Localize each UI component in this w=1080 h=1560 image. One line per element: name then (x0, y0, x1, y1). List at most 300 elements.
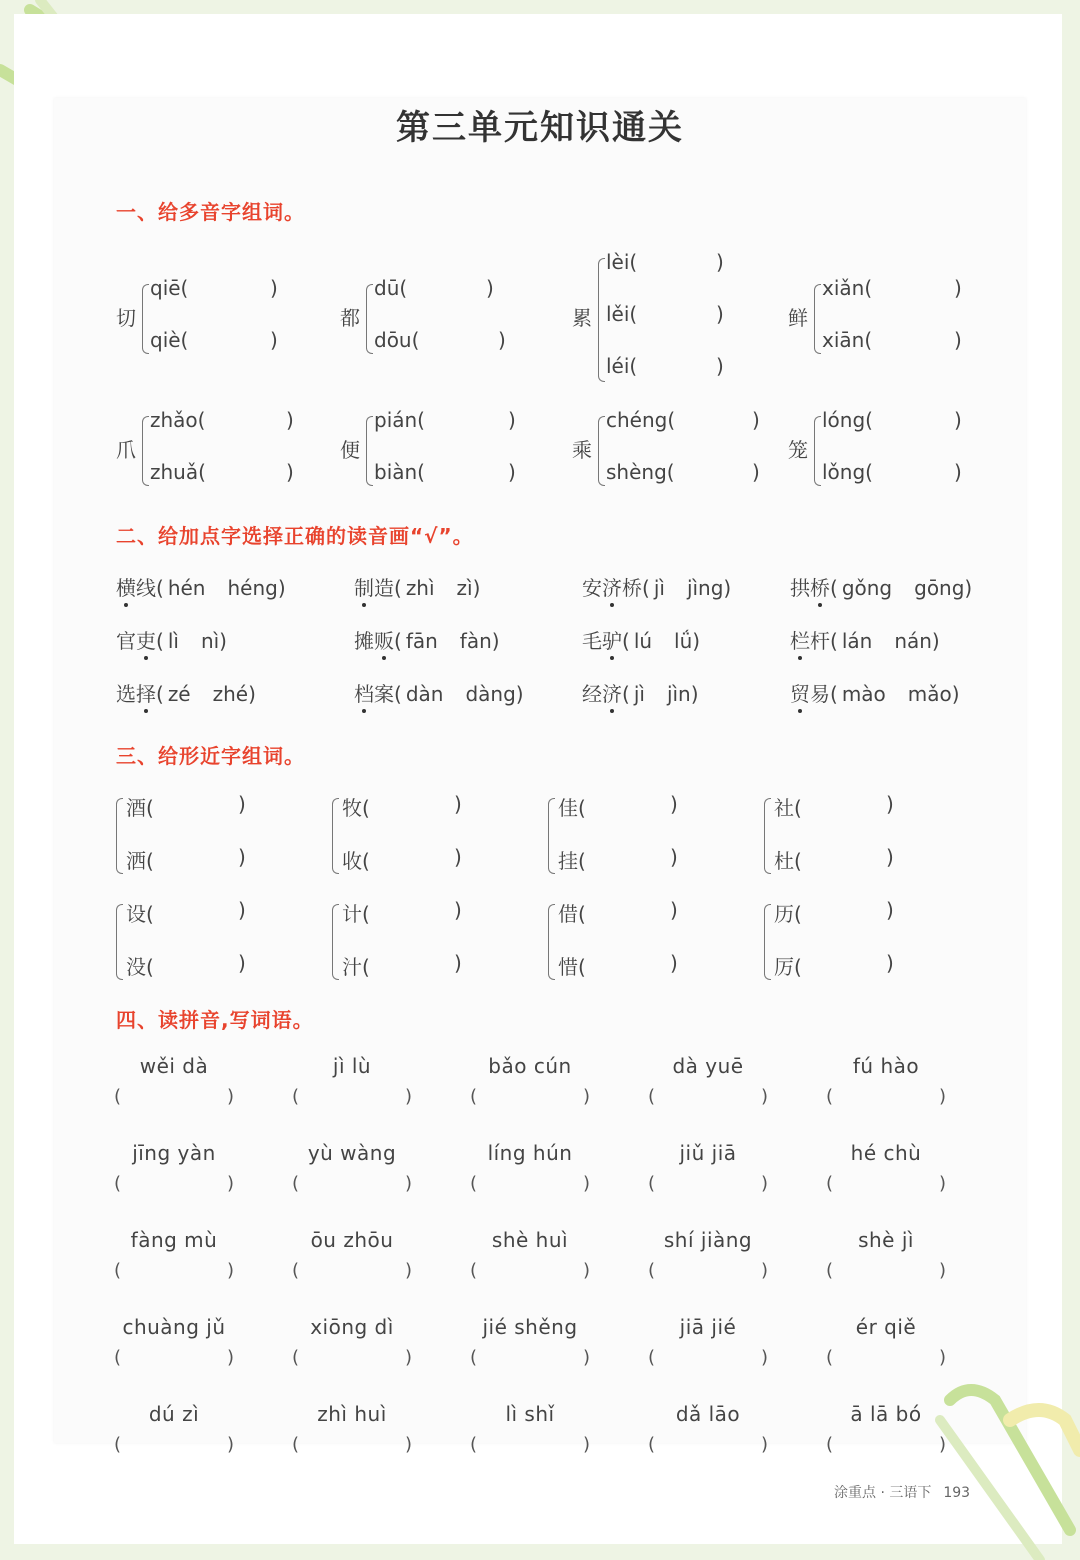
option-2[interactable]: zhé) (212, 682, 256, 706)
close-paren: ) (886, 951, 894, 975)
answer-blank[interactable] (826, 1260, 946, 1284)
answer-blank[interactable] (648, 1347, 768, 1371)
pinyin: biàn( (374, 460, 425, 484)
pinyin: zhuǎ( (150, 460, 206, 484)
dotted-char: 贸 (790, 678, 810, 707)
pronunciation-item (582, 572, 731, 601)
pinyin-text: shè jì (858, 1228, 914, 1252)
option-1[interactable]: dàn (405, 682, 444, 706)
similar-char-group (764, 792, 904, 882)
answer-blank[interactable] (292, 1086, 412, 1110)
close-paren: ) (716, 302, 724, 326)
close-paren: ) (938, 1086, 946, 1107)
reading-row (606, 302, 724, 326)
char-row (774, 951, 894, 980)
pinyin: pián( (374, 408, 425, 432)
pinyin-text: jiǔ jiā (679, 1141, 737, 1165)
pinyin-word (114, 1141, 234, 1197)
close-paren: ) (670, 898, 678, 922)
char-row (558, 951, 678, 980)
word-suffix: 桥( (622, 576, 650, 600)
pinyin-text: xiōng dì (310, 1315, 394, 1339)
section-2-title: 二、给加点字选择正确的读音画“√”。 (116, 524, 474, 548)
open-paren: ( (648, 1260, 656, 1281)
char-prompt: 佳( (558, 796, 586, 820)
pinyin-word (470, 1402, 590, 1458)
polyphone-char: 笼 (788, 438, 808, 462)
polyphone-char: 切 (116, 306, 136, 330)
pinyin-text: wěi dà (139, 1054, 209, 1078)
answer-blank[interactable] (114, 1347, 234, 1371)
pronunciation-item (354, 678, 524, 707)
close-paren: ) (454, 898, 462, 922)
option-2[interactable]: lǘ) (674, 629, 701, 653)
brace (764, 798, 771, 874)
similar-char-group (764, 898, 904, 988)
option-1[interactable]: lú (633, 629, 653, 653)
char-row (774, 845, 894, 874)
similar-char-group (332, 792, 472, 882)
section-4-title: 四、读拼音,写词语。 (116, 1008, 314, 1032)
close-paren: ) (938, 1347, 946, 1368)
answer-blank[interactable] (470, 1086, 590, 1110)
pinyin-word (292, 1228, 412, 1284)
pinyin-text: jīng yàn (132, 1141, 216, 1165)
pronunciation-item (116, 678, 256, 707)
pinyin-text: bǎo cún (488, 1054, 572, 1078)
answer-blank[interactable] (826, 1347, 946, 1371)
char-prompt: 汁( (342, 955, 370, 979)
char-row (774, 792, 894, 821)
answer-blank[interactable] (292, 1347, 412, 1371)
close-paren: ) (404, 1260, 412, 1281)
answer-blank[interactable] (470, 1260, 590, 1284)
open-paren: ( (648, 1086, 656, 1107)
pinyin-text: dà yuē (672, 1054, 744, 1078)
close-paren: ) (760, 1086, 768, 1107)
word-suffix: 造( (374, 576, 402, 600)
footer-text: 涂重点 · 三语下 (834, 1485, 932, 1501)
close-paren: ) (760, 1173, 768, 1194)
open-paren: ( (292, 1173, 300, 1194)
char-prompt: 厉( (774, 955, 802, 979)
pronunciation-item (790, 572, 972, 601)
close-paren: ) (226, 1260, 234, 1281)
open-paren: ( (292, 1260, 300, 1281)
char-prompt: 杜( (774, 849, 802, 873)
dotted-char: 吏 (136, 625, 156, 654)
pinyin-word (292, 1141, 412, 1197)
reading-row (150, 328, 278, 352)
dotted-char: 济 (602, 678, 622, 707)
similar-char-group (116, 792, 256, 882)
close-paren: ) (954, 408, 962, 432)
pinyin-text: shè huì (491, 1228, 569, 1252)
open-paren: ( (292, 1434, 300, 1455)
pinyin-word (826, 1402, 946, 1458)
close-paren: ) (226, 1086, 234, 1107)
answer-blank[interactable] (114, 1086, 234, 1110)
close-paren: ) (582, 1347, 590, 1368)
pinyin: zhǎo( (150, 408, 206, 432)
close-paren: ) (226, 1434, 234, 1455)
answer-blank[interactable] (292, 1434, 412, 1458)
page-number: 193 (943, 1485, 971, 1501)
char-prompt: 计( (342, 902, 370, 926)
open-paren: ( (648, 1434, 656, 1455)
pinyin-text: yù wàng (307, 1141, 397, 1165)
polyphone-char: 都 (340, 306, 360, 330)
pronunciation-item (790, 625, 940, 654)
answer-blank[interactable] (648, 1434, 768, 1458)
brace (366, 416, 373, 486)
pinyin-text: hé chù (850, 1141, 922, 1165)
similar-char-group (332, 898, 472, 988)
dotted-char: 桥 (810, 572, 830, 601)
pinyin: dōu( (374, 328, 420, 352)
reading-row (606, 460, 760, 484)
dotted-char: 制 (354, 572, 374, 601)
close-paren: ) (404, 1173, 412, 1194)
page-title: 第三单元知识通关 (396, 108, 684, 148)
reading-row (822, 276, 962, 300)
word-suffix: ( (156, 629, 164, 653)
char-row (558, 898, 678, 927)
close-paren: ) (270, 328, 278, 352)
option-1[interactable]: jì (653, 576, 665, 600)
answer-blank[interactable] (292, 1260, 412, 1284)
close-paren: ) (752, 460, 760, 484)
word-prefix: 拱 (790, 576, 810, 600)
open-paren: ( (826, 1173, 834, 1194)
brace (116, 798, 123, 874)
pinyin-word (648, 1402, 768, 1458)
char-prompt: 历( (774, 902, 802, 926)
close-paren: ) (886, 845, 894, 869)
word-prefix: 经 (582, 682, 602, 706)
reading-row (606, 408, 760, 432)
close-paren: ) (582, 1173, 590, 1194)
pinyin-word (826, 1141, 946, 1197)
pinyin-word (114, 1228, 234, 1284)
char-row (126, 845, 246, 874)
option-1[interactable]: mào (841, 682, 886, 706)
answer-blank[interactable] (648, 1173, 768, 1197)
char-row (774, 898, 894, 927)
page-footer (834, 1482, 970, 1502)
pinyin-text: ér qiě (855, 1315, 917, 1339)
option-2[interactable]: jìn) (666, 682, 699, 706)
word-suffix: 杆( (810, 629, 838, 653)
reading-row (374, 276, 494, 300)
close-paren: ) (286, 460, 294, 484)
char-prompt: 收( (342, 849, 370, 873)
pinyin: qiè( (150, 328, 189, 352)
close-paren: ) (954, 276, 962, 300)
option-1[interactable]: zhì (405, 576, 435, 600)
pinyin-text: fú hào (852, 1054, 920, 1078)
word-suffix: 案( (374, 682, 402, 706)
option-2[interactable]: jìng) (686, 576, 732, 600)
close-paren: ) (270, 276, 278, 300)
word-prefix: 安 (582, 576, 602, 600)
open-paren: ( (470, 1260, 478, 1281)
close-paren: ) (938, 1173, 946, 1194)
brace (548, 904, 555, 980)
char-prompt: 社( (774, 796, 802, 820)
answer-blank[interactable] (114, 1173, 234, 1197)
polyphone-char: 累 (572, 306, 592, 330)
close-paren: ) (238, 845, 246, 869)
close-paren: ) (886, 898, 894, 922)
dotted-char: 档 (354, 678, 374, 707)
char-prompt: 设( (126, 902, 154, 926)
brace (814, 284, 821, 354)
pinyin-word (648, 1228, 768, 1284)
pinyin-word (648, 1054, 768, 1110)
pinyin-text: chuàng jǔ (122, 1315, 226, 1339)
char-prompt: 借( (558, 902, 586, 926)
pinyin: xiǎn( (822, 276, 873, 300)
pinyin-word (114, 1402, 234, 1458)
pinyin-word (470, 1315, 590, 1371)
option-2[interactable]: zì) (456, 576, 481, 600)
pronunciation-item (790, 678, 960, 707)
option-2[interactable]: nán) (894, 629, 940, 653)
close-paren: ) (238, 792, 246, 816)
polyphone-char: 爪 (116, 438, 136, 462)
pinyin-text: ōu zhōu (310, 1228, 394, 1252)
close-paren: ) (226, 1173, 234, 1194)
reading-row (374, 328, 506, 352)
pinyin-word (826, 1315, 946, 1371)
pronunciation-item (116, 572, 286, 601)
pinyin-text: dǎ lāo (675, 1402, 741, 1426)
option-2[interactable]: dàng) (465, 682, 524, 706)
pinyin-word (114, 1054, 234, 1110)
word-prefix: 官 (116, 629, 136, 653)
char-row (342, 951, 462, 980)
reading-row (606, 250, 724, 274)
open-paren: ( (114, 1347, 122, 1368)
word-prefix: 毛 (582, 629, 602, 653)
brace (598, 416, 605, 486)
close-paren: ) (954, 460, 962, 484)
close-paren: ) (582, 1260, 590, 1281)
close-paren: ) (716, 354, 724, 378)
option-2[interactable]: gōng) (914, 576, 973, 600)
open-paren: ( (114, 1173, 122, 1194)
polyphone-char: 便 (340, 438, 360, 462)
answer-blank[interactable] (648, 1086, 768, 1110)
answer-blank[interactable] (826, 1086, 946, 1110)
pinyin: qiē( (150, 276, 189, 300)
pinyin: dū( (374, 276, 408, 300)
word-suffix: ( (622, 682, 630, 706)
open-paren: ( (826, 1434, 834, 1455)
answer-blank[interactable] (648, 1260, 768, 1284)
pinyin-word (292, 1402, 412, 1458)
word-suffix: 线( (136, 576, 164, 600)
word-suffix: ( (394, 629, 402, 653)
answer-blank[interactable] (114, 1434, 234, 1458)
char-prompt: 没( (126, 955, 154, 979)
pinyin-text: shí jiàng (663, 1228, 753, 1252)
brace (598, 258, 605, 382)
paper-clip-bottom-right (930, 1380, 1080, 1560)
option-1[interactable]: lì (167, 629, 179, 653)
pinyin-word (648, 1141, 768, 1197)
section-1-title: 一、给多音字组词。 (116, 200, 305, 224)
word-prefix: 摊 (354, 629, 374, 653)
close-paren: ) (670, 951, 678, 975)
open-paren: ( (114, 1260, 122, 1281)
pinyin-text: jì lù (332, 1054, 372, 1078)
pinyin-text: líng hún (487, 1141, 573, 1165)
pinyin-word (292, 1054, 412, 1110)
reading-row (150, 408, 294, 432)
pinyin: lǒng( (822, 460, 873, 484)
char-prompt: 挂( (558, 849, 586, 873)
close-paren: ) (508, 460, 516, 484)
pinyin-text: jiā jié (679, 1315, 737, 1339)
dotted-char: 择 (136, 678, 156, 707)
answer-blank[interactable] (470, 1434, 590, 1458)
brace (814, 416, 821, 486)
close-paren: ) (716, 250, 724, 274)
open-paren: ( (114, 1086, 122, 1107)
close-paren: ) (404, 1086, 412, 1107)
open-paren: ( (470, 1086, 478, 1107)
answer-blank[interactable] (826, 1434, 946, 1458)
brace (548, 798, 555, 874)
pinyin-text: zhì huì (317, 1402, 387, 1426)
char-prompt: 牧( (342, 796, 370, 820)
close-paren: ) (760, 1260, 768, 1281)
pronunciation-item (354, 625, 500, 654)
pinyin-text: dú zì (148, 1402, 200, 1426)
option-2[interactable]: fàn) (459, 629, 500, 653)
similar-char-group (116, 898, 256, 988)
brace (142, 416, 149, 486)
open-paren: ( (648, 1173, 656, 1194)
char-row (342, 845, 462, 874)
option-1[interactable]: gǒng (841, 576, 893, 600)
pinyin-text: fàng mù (130, 1228, 218, 1252)
close-paren: ) (954, 328, 962, 352)
close-paren: ) (454, 845, 462, 869)
option-1[interactable]: zé (167, 682, 191, 706)
pinyin: chéng( (606, 408, 676, 432)
polyphone-char: 鲜 (788, 306, 808, 330)
word-suffix: ( (156, 682, 164, 706)
close-paren: ) (582, 1086, 590, 1107)
dotted-char: 贩 (374, 625, 394, 654)
option-2[interactable]: mǎo) (907, 682, 960, 706)
section-3-title: 三、给形近字组词。 (116, 744, 305, 768)
pinyin-word (648, 1315, 768, 1371)
close-paren: ) (454, 792, 462, 816)
open-paren: ( (292, 1347, 300, 1368)
open-paren: ( (292, 1086, 300, 1107)
close-paren: ) (582, 1434, 590, 1455)
option-2[interactable]: nì) (200, 629, 227, 653)
brace (116, 904, 123, 980)
brace (764, 904, 771, 980)
option-2[interactable]: héng) (227, 576, 286, 600)
answer-blank[interactable] (292, 1173, 412, 1197)
close-paren: ) (226, 1347, 234, 1368)
answer-blank[interactable] (826, 1173, 946, 1197)
char-prompt: 洒( (126, 849, 154, 873)
open-paren: ( (114, 1434, 122, 1455)
reading-row (822, 408, 962, 432)
dotted-char: 栏 (790, 625, 810, 654)
pinyin-word (470, 1228, 590, 1284)
open-paren: ( (826, 1086, 834, 1107)
open-paren: ( (470, 1434, 478, 1455)
answer-blank[interactable] (470, 1347, 590, 1371)
pinyin-word (292, 1315, 412, 1371)
similar-char-group (548, 792, 688, 882)
char-row (126, 951, 246, 980)
option-1[interactable]: hén (167, 576, 206, 600)
option-1[interactable]: jì (633, 682, 645, 706)
pinyin-word (470, 1141, 590, 1197)
pinyin: lěi( (606, 302, 638, 326)
char-prompt: 惜( (558, 955, 586, 979)
close-paren: ) (498, 328, 506, 352)
pinyin-word (826, 1228, 946, 1284)
word-suffix: 易( (810, 682, 838, 706)
close-paren: ) (404, 1347, 412, 1368)
reading-row (150, 460, 294, 484)
word-suffix: ( (622, 629, 630, 653)
close-paren: ) (486, 276, 494, 300)
close-paren: ) (508, 408, 516, 432)
option-1[interactable]: lán (841, 629, 873, 653)
polyphone-char: 乘 (572, 438, 592, 462)
dotted-char: 济 (602, 572, 622, 601)
similar-char-group (548, 898, 688, 988)
pinyin-word (470, 1054, 590, 1110)
pinyin-text: lì shǐ (505, 1402, 555, 1426)
pinyin-text: ā lā bó (850, 1402, 922, 1426)
char-row (558, 845, 678, 874)
brace (332, 904, 339, 980)
dotted-char: 驴 (602, 625, 622, 654)
word-suffix: ( (830, 576, 838, 600)
close-paren: ) (238, 951, 246, 975)
char-row (126, 792, 246, 821)
char-prompt: 酒( (126, 796, 154, 820)
reading-row (606, 354, 724, 378)
pinyin: xiān( (822, 328, 873, 352)
close-paren: ) (670, 792, 678, 816)
answer-blank[interactable] (114, 1260, 234, 1284)
reading-row (150, 276, 278, 300)
brace (366, 284, 373, 354)
pinyin-text: jié shěng (482, 1315, 578, 1339)
answer-blank[interactable] (470, 1173, 590, 1197)
close-paren: ) (760, 1347, 768, 1368)
pronunciation-item (582, 678, 699, 707)
close-paren: ) (752, 408, 760, 432)
option-1[interactable]: fān (405, 629, 438, 653)
pinyin: lóng( (822, 408, 873, 432)
dotted-char: 横 (116, 572, 136, 601)
close-paren: ) (886, 792, 894, 816)
